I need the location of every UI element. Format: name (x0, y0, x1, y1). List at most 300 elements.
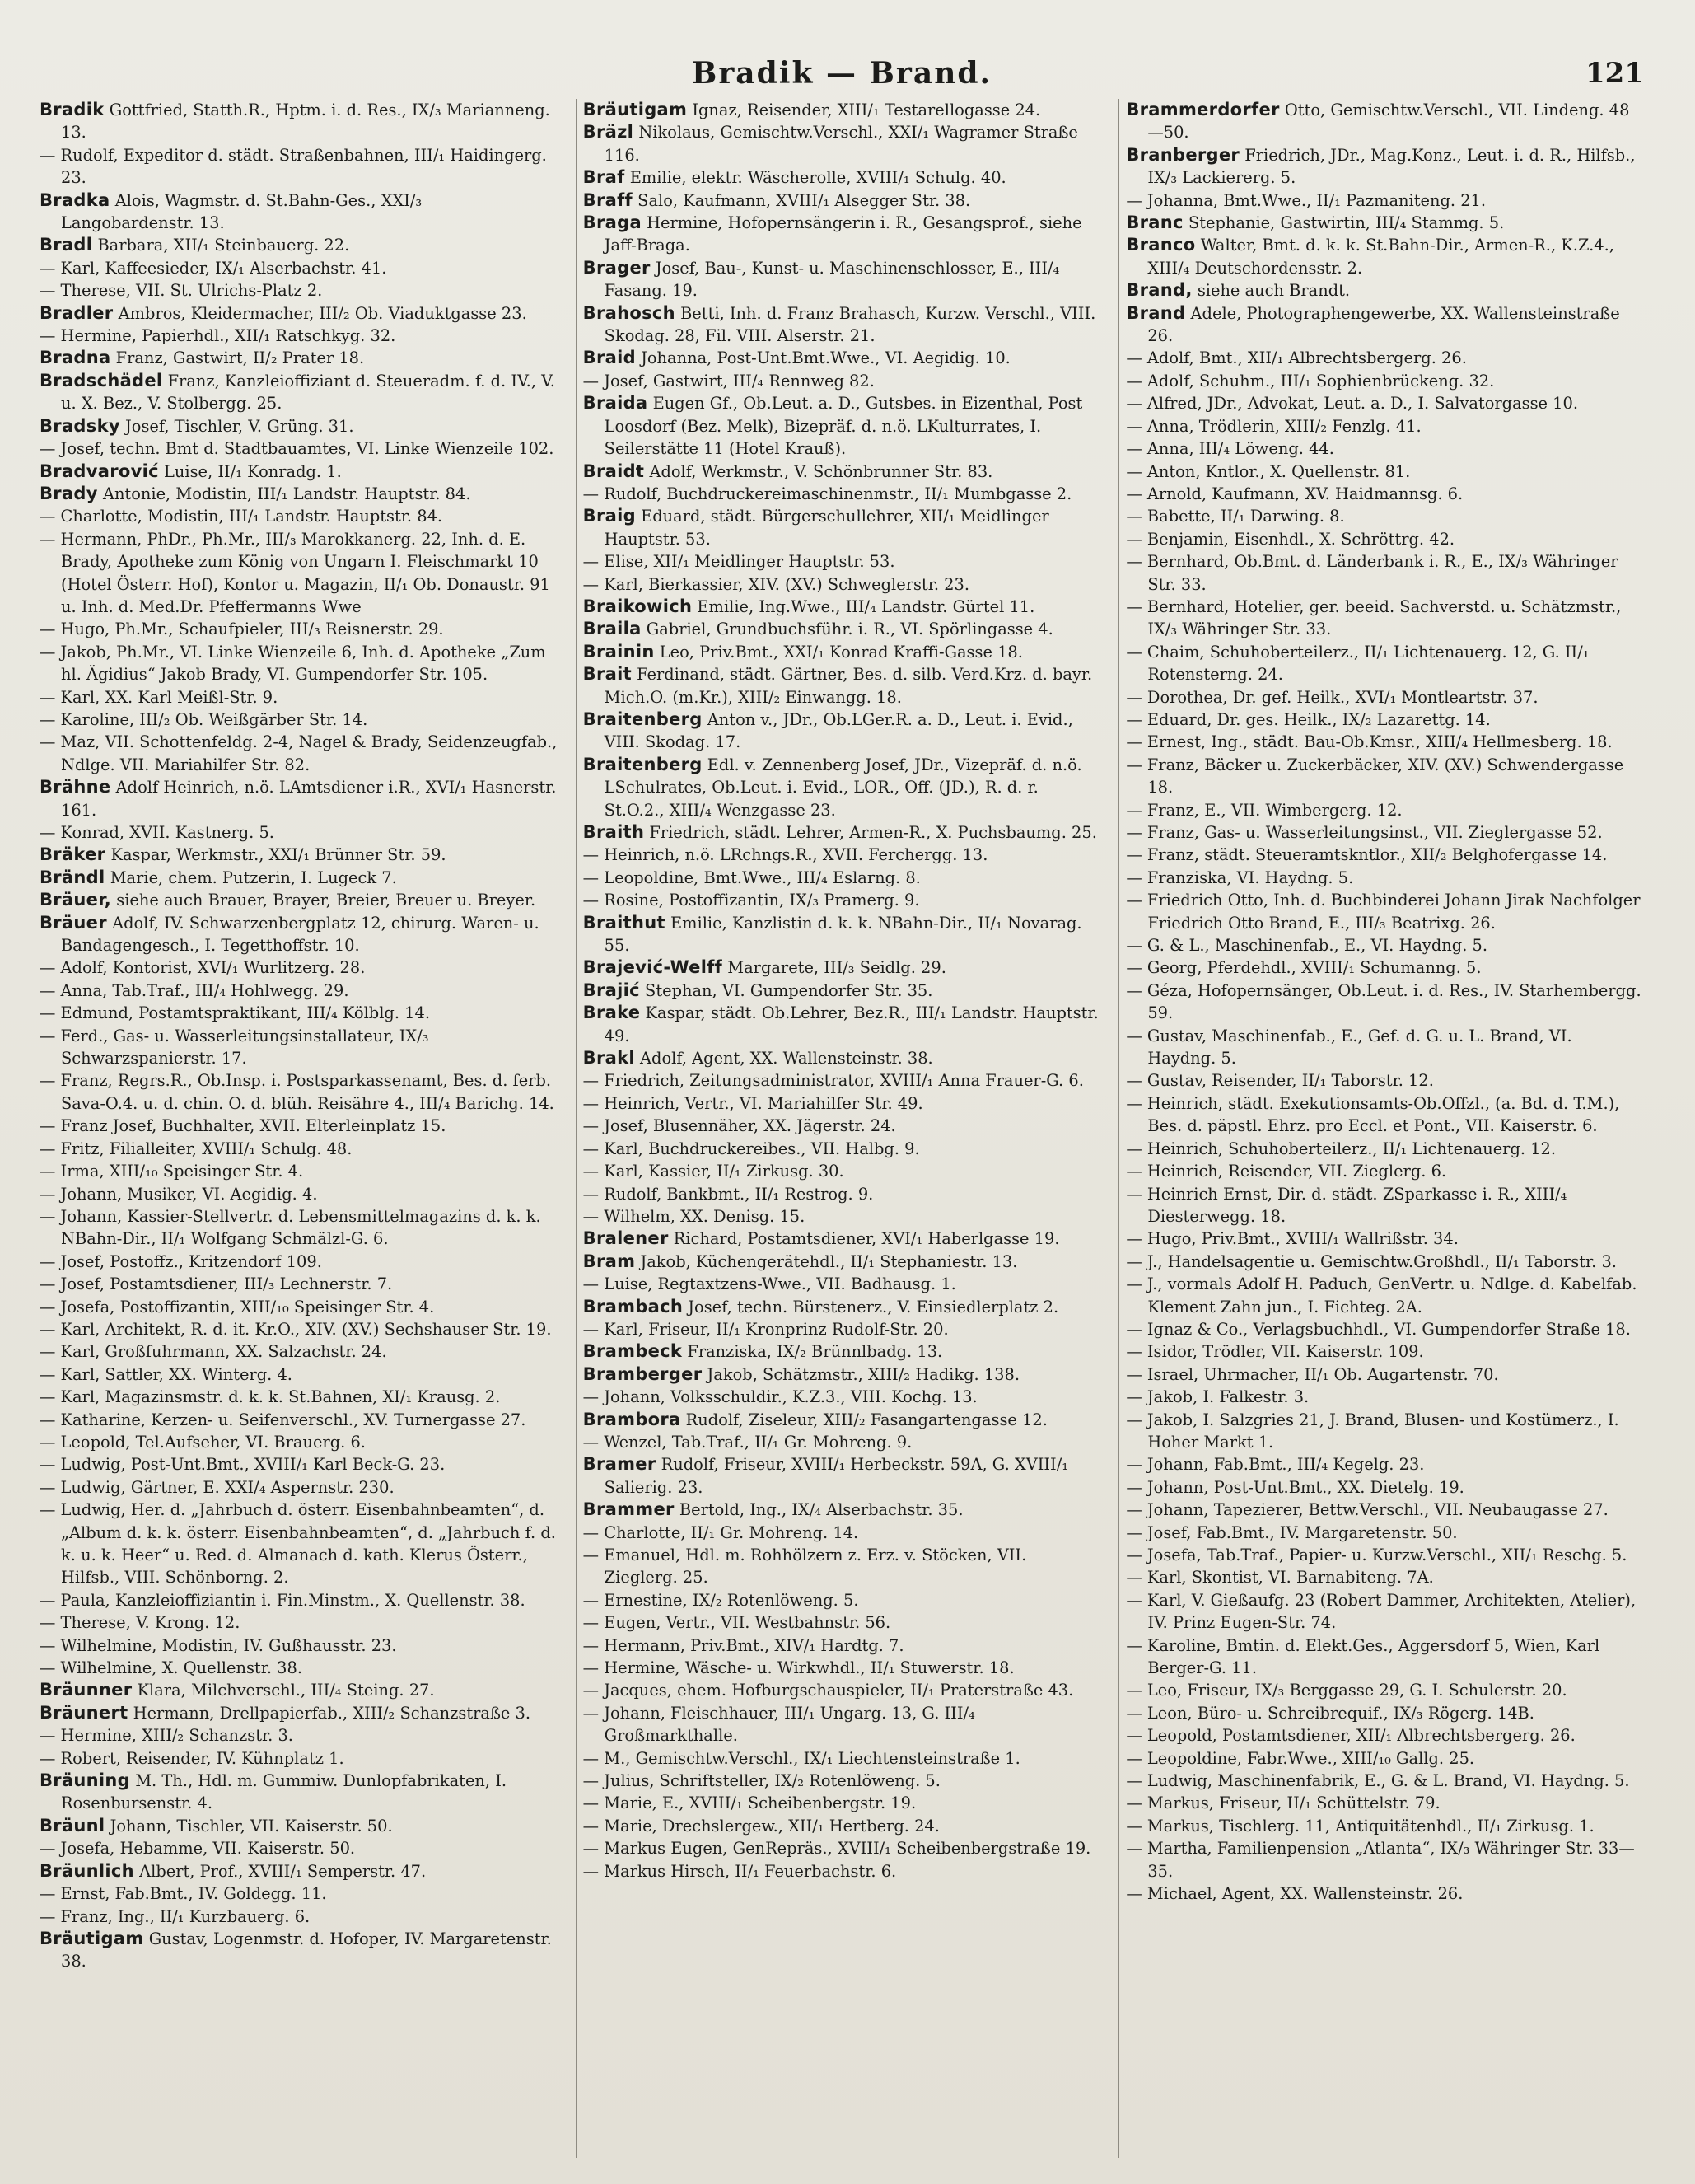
entry-surname: Bradik (40, 100, 105, 119)
directory-entry (40, 1296, 558, 1318)
entry-text: — Franz, E., VII. Wimbergerg. 12. (1126, 800, 1403, 820)
entry-text: — Anna, Trödlerin, XIII/₂ Fenzlg. 41. (1126, 416, 1422, 436)
entry-text: — Jakob, I. Salzgries 21, J. Brand, Blusen- und Kostümerz., I. Hoher Markt 1. (1126, 1410, 1619, 1452)
entry-text: — Konrad, XVII. Kastnerg. 5. (40, 823, 274, 842)
entry-text: — Gustav, Maschinenfab., E., Gef. d. G. u. L. Brand, VI. Haydng. 5. (1126, 1026, 1572, 1069)
entry-text: — Johann, Musiker, VI. Aegidig. 4. (40, 1184, 318, 1204)
entry-text: — Rosine, Postoffizantin, IX/₃ Pramerg. 9. (582, 891, 920, 910)
entry-text: — Eduard, Dr. ges. Heilk., IX/₂ Lazarettg. 14. (1126, 709, 1491, 729)
page-number: 121 (1585, 57, 1644, 90)
entry-surname: Bräutigam (40, 1928, 144, 1948)
entry-text: — Bernhard, Ob.Bmt. d. Länderbank i. R., E., IX/₃ Währinger Str. 33. (1126, 552, 1618, 594)
entry-text: — Franz, städt. Steueramtskntlor., XII/₂ Belghofergasse 14. (1126, 845, 1608, 865)
directory-entry (583, 754, 1101, 821)
page-header (40, 48, 1644, 99)
entry-text: — Jakob, I. Falkestr. 3. (1126, 1387, 1310, 1407)
entry-surname: Brainin (582, 641, 655, 662)
directory-entry (1126, 437, 1644, 460)
entry-text: — Johann, Volksschuldir., K.Z.3., VIII. Kochg. 13. (582, 1387, 978, 1407)
entry-text: — Ludwig, Gärtner, E. XXI/₄ Aspernstr. 230. (40, 1477, 395, 1497)
directory-entry (40, 234, 558, 256)
entry-surname: Bradka (40, 189, 110, 210)
entry-text: — Leon, Büro- u. Schreibrequif., IX/₃ Rögerg. 14B. (1126, 1703, 1534, 1723)
directory-entry (1126, 1747, 1644, 1770)
entry-text: Josef, Tischler, V. Grüng. 31. (125, 416, 354, 436)
directory-entry (1126, 1837, 1644, 1882)
entry-text: Bertold, Ing., IX/₄ Alserbachstr. 35. (679, 1500, 964, 1520)
entry-text: — Robert, Reisender, IV. Kühnplatz 1. (40, 1748, 344, 1768)
entry-text: — G. & L., Maschinenfab., E., VI. Haydng. 5. (1126, 936, 1488, 956)
entry-text: Kaspar, städt. Ob.Lehrer, Bez.R., III/₁ Landstr. Hauptstr. 49. (604, 1003, 1099, 1045)
entry-text: Emilie, Ing.Wwe., III/₄ Landstr. Gürtel 11. (697, 596, 1035, 616)
entry-surname: Bräzl (582, 122, 634, 143)
directory-entry (40, 415, 558, 437)
entry-text: — Josefa, Hebamme, VII. Kaiserstr. 50. (40, 1839, 356, 1859)
directory-entry (583, 618, 1101, 640)
entry-text: — Georg, Pferdehdl., XVIII/₁ Schumanng. 5. (1126, 958, 1482, 978)
entry-text: — Karl, Kaffeesieder, IX/₁ Alserbachstr. 41. (40, 258, 387, 278)
entry-text: — Heinrich, Vertr., VI. Mariahilfer Str. 49. (582, 1093, 923, 1113)
directory-entry (1126, 189, 1644, 212)
entry-text: — Leopold, Postamtsdiener, XII/₁ Albrechtsbergerg. 26. (1126, 1726, 1576, 1746)
directory-entry (583, 370, 1101, 392)
directory-entry (1126, 528, 1644, 550)
directory-entry (1126, 1251, 1644, 1273)
directory-entry (583, 1634, 1101, 1657)
directory-entry (583, 1544, 1101, 1589)
directory-entry (583, 1770, 1101, 1792)
entry-text: — Karl, Friseur, II/₁ Kronprinz Rudolf-Str. 20. (582, 1319, 949, 1339)
entry-text: — Johann, Tapezierer, Bettw.Verschl., VII. Neubaugasse 27. (1126, 1500, 1609, 1520)
directory-entry (40, 1770, 558, 1815)
directory-entry (40, 1453, 558, 1475)
entry-text: — Heinrich, Reisender, VII. Zieglerg. 6. (1126, 1162, 1447, 1181)
directory-entry (583, 912, 1101, 957)
entry-text: Gottfried, Statth.R., Hptm. i. d. Res., IX/₃ Marianneng. 13. (61, 101, 550, 143)
directory-entry (40, 1273, 558, 1295)
entry-surname: Bramberger (582, 1363, 703, 1384)
directory-entry (40, 1318, 558, 1340)
entry-text: — Dorothea, Dr. gef. Heilk., XVI/₁ Montleartstr. 37. (1126, 687, 1539, 707)
directory-entry (583, 889, 1101, 911)
entry-surname: Braf (582, 167, 625, 188)
entry-surname: Brajević-Welff (582, 957, 723, 978)
directory-entry (40, 1906, 558, 1928)
directory-entry (40, 731, 558, 776)
directory-entry (583, 1815, 1101, 1837)
directory-entry (583, 461, 1101, 483)
directory-entry (583, 1183, 1101, 1205)
directory-entry (1126, 1160, 1644, 1182)
directory-entry (583, 1251, 1101, 1273)
directory-entry (1126, 1792, 1644, 1814)
directory-entry (583, 347, 1101, 369)
directory-entry (1126, 821, 1644, 844)
entry-text: Antonie, Modistin, III/₁ Landstr. Hauptstr. 84. (102, 484, 471, 503)
entry-text: — Wilhelmine, X. Quellenstr. 38. (40, 1658, 302, 1678)
directory-entry (583, 596, 1101, 618)
directory-entry (40, 1882, 558, 1905)
directory-entry (1126, 550, 1644, 596)
entry-text: — Wilhelm, XX. Denisg. 15. (582, 1206, 805, 1226)
directory-entry (1126, 1634, 1644, 1680)
entry-text: Gustav, Logenmstr. d. Hofoper, IV. Margaretenstr. 38. (61, 1929, 552, 1971)
directory-entry (40, 437, 558, 460)
entry-text: — Leopold, Tel.Aufseher, VI. Brauerg. 6. (40, 1432, 366, 1452)
entry-surname: Brahosch (582, 302, 675, 323)
entry-surname: Branco (1126, 235, 1196, 255)
entry-text: — Franz, Ing., II/₁ Kurzbauerg. 6. (40, 1906, 311, 1926)
directory-entry (583, 1386, 1101, 1408)
directory-entry (40, 1115, 558, 1137)
directory-entry (1126, 1476, 1644, 1499)
entry-surname: Brambach (582, 1296, 684, 1316)
directory-entry (40, 1205, 558, 1251)
directory-entry (40, 844, 558, 866)
entry-text: — Josef, Gastwirt, III/₄ Rennweg 82. (582, 371, 875, 391)
directory-entry (583, 483, 1101, 505)
entry-text: Friedrich, JDr., Mag.Konz., Leut. i. d. R., Hilfsb., IX/₃ Lackiererg. 5. (1147, 145, 1636, 188)
entry-text: — Géza, Hofopernsänger, Ob.Leut. i. d. Res., IV. Starhembergg. 59. (1126, 980, 1641, 1023)
directory-entry (583, 867, 1101, 889)
entry-text: — Johann, Kassier-Stellvertr. d. Lebensmittelmagazins d. k. k. NBahn-Dir., II/₁ Wolfgang Schmälzl-G. 6. (40, 1206, 541, 1249)
entry-surname: Braikowich (582, 596, 693, 616)
entry-text: — Katharine, Kerzen- u. Seifenverschl., XV. Turnergasse 27. (40, 1410, 526, 1429)
entry-text: — Johann, Fleischhauer, III/₁ Ungarg. 13, G. III/₄ Großmarkthalle. (582, 1703, 975, 1746)
entry-text: — Karl, Magazinsmstr. d. k. k. St.Bahnen, XI/₁ Krausg. 2. (40, 1387, 501, 1407)
entry-text: Salo, Kaufmann, XVIII/₁ Alsegger Str. 38. (637, 190, 971, 210)
directory-entry (583, 1047, 1101, 1069)
entry-surname: Brake (582, 1003, 641, 1023)
entry-text: — Johann, Fab.Bmt., III/₄ Kegelg. 23. (1126, 1455, 1425, 1475)
directory-entry (40, 1837, 558, 1859)
directory-entry (1126, 1228, 1644, 1250)
directory-entry (1126, 1770, 1644, 1792)
entry-text: — Irma, XIII/₁₀ Speisinger Str. 4. (40, 1162, 304, 1181)
directory-entry (40, 618, 558, 640)
directory-entry (40, 686, 558, 709)
entry-text: — Anna, Tab.Traf., III/₄ Hohlwegg. 29. (40, 980, 349, 1000)
directory-entry (1126, 709, 1644, 731)
directory-entry (1126, 505, 1644, 527)
directory-entry (1126, 1025, 1644, 1070)
entry-surname: Brady (40, 483, 98, 503)
entry-text: — Josefa, Postoffizantin, XIII/₁₀ Speisinger Str. 4. (40, 1297, 435, 1316)
entry-text: — Leopoldine, Fabr.Wwe., XIII/₁₀ Gallg. 25. (1126, 1748, 1475, 1768)
entry-text: Hermine, Hofopernsängerin i. R., Gesangsprof., siehe Jaff-Braga. (604, 213, 1082, 255)
entry-surname: Brand (1126, 302, 1186, 323)
entry-text: Ignaz, Reisender, XIII/₁ Testarellogasse 24. (692, 101, 1041, 119)
entry-text: — Josef, Postamtsdiener, III/₃ Lechnerstr. 7. (40, 1274, 393, 1294)
entry-text: Stephanie, Gastwirtin, III/₄ Stammg. 5. (1188, 213, 1505, 233)
entry-text: — Hermine, XIII/₂ Schanzstr. 3. (40, 1726, 293, 1746)
entry-text: Luise, II/₁ Konradg. 1. (164, 461, 342, 481)
entry-text: Ferdinand, städt. Gärtner, Bes. d. silb. Verd.Krz. d. bayr. Mich.O. (m.Kr.), XIII/₂ Einwangg. 18. (604, 665, 1093, 707)
entry-text: — Franz, Bäcker u. Zuckerbäcker, XIV. (XV.) Schwendergasse 18. (1126, 755, 1624, 797)
entry-text: Johanna, Post-Unt.Bmt.Wwe., VI. Aegidig. 10. (641, 348, 1011, 368)
directory-entry (583, 709, 1101, 754)
entry-text: — Heinrich, städt. Exekutionsamts-Ob.Offzl., (a. Bd. d. T.M.), Bes. d. päpstl. Ehrz. pro Eccl. et Pont., VII. Kaiserstr. 6. (1126, 1093, 1620, 1136)
directory-entry (1126, 144, 1644, 189)
directory-entry (1126, 1499, 1644, 1521)
entry-text: — Markus, Friseur, II/₁ Schüttelstr. 79. (1126, 1793, 1441, 1813)
directory-entry (583, 392, 1101, 460)
entry-text: — Friedrich, Zeitungsadministrator, XVIII/₁ Anna Frauer-G. 6. (582, 1071, 1084, 1091)
entry-text: Klara, Milchverschl., III/₄ Steing. 27. (137, 1681, 435, 1700)
entry-text: — Hermine, Papierhdl., XII/₁ Ratschkyg. 32. (40, 326, 396, 346)
entry-text: Hermann, Drellpapierfab., XIII/₂ Schanzstraße 3. (133, 1703, 531, 1723)
entry-text: — Heinrich, n.ö. LRchngs.R., XVII. Ferchergg. 13. (582, 845, 988, 865)
directory-entry (1126, 1092, 1644, 1138)
entry-text: — Fritz, Filialleiter, XVIII/₁ Schulg. 48. (40, 1139, 353, 1158)
directory-entry (1126, 1522, 1644, 1544)
directory-entry (1126, 731, 1644, 753)
directory-entry (40, 821, 558, 844)
entry-surname: Braid (582, 348, 636, 368)
entry-text: Rudolf, Friseur, XVIII/₁ Herbeckstr. 59A, G. XVIII/₁ Salierig. 23. (604, 1455, 1069, 1497)
entry-text: Adele, Photographengewerbe, XX. Wallensteinstraße 26. (1147, 303, 1620, 346)
directory-entry (583, 257, 1101, 302)
entry-text: — Karoline, III/₂ Ob. Weißgärber Str. 14. (40, 709, 368, 729)
directory-entry (40, 889, 558, 911)
entry-text: — Maz, VII. Schottenfeldg. 2-4, Nagel & Brady, Seidenzeugfab., Ndlge. VII. Mariahilfer Str. 82. (40, 732, 558, 774)
entry-surname: Bradschädel (40, 370, 163, 391)
directory-entry (583, 956, 1101, 979)
entry-text: Richard, Postamtsdiener, XVI/₁ Haberlgasse 19. (673, 1229, 1060, 1249)
entry-text: Franz, Kanzleioffiziant d. Steueradm. f. d. IV., V. u. X. Bez., V. Stolbergg. 25. (61, 371, 555, 414)
entry-text: — Heinrich Ernst, Dir. d. städt. ZSparkasse i. R., XIII/₄ Diesterwegg. 18. (1126, 1184, 1567, 1226)
entry-surname: Brajić (582, 980, 640, 1000)
directory-entry (40, 1611, 558, 1634)
directory-entry (40, 1476, 558, 1499)
entry-text: — Franz Josef, Buchhalter, XVII. Elterleinplatz 15. (40, 1116, 446, 1136)
directory-entry (583, 1318, 1101, 1340)
directory-entry (1126, 302, 1644, 348)
entry-text: — Julius, Schriftsteller, IX/₂ Rotenlöweng. 5. (582, 1771, 941, 1791)
entry-text: — Therese, VII. St. Ulrichs-Platz 2. (40, 281, 323, 301)
entry-text: — Heinrich, Schuhoberteilerz., II/₁ Lichtenauerg. 12. (1126, 1139, 1557, 1158)
entry-surname: Bramer (582, 1454, 656, 1475)
directory-entry (583, 1273, 1101, 1295)
entry-text: Ambros, Kleidermacher, III/₂ Ob. Viaduktgasse 23. (118, 303, 527, 323)
entry-text: siehe auch Brauer, Brayer, Breier, Breuer u. Breyer. (116, 891, 536, 910)
entry-text: — Isidor, Trödler, VII. Kaiserstr. 109. (1126, 1342, 1424, 1362)
entry-text: Eugen Gf., Ob.Leut. a. D., Gutsbes. in Eizenthal, Post Loosdorf (Bez. Melk), Bizepräf. d. n.ö. LKulturrates, I. Seilerstätte 11 (Hotel Krauß). (604, 394, 1083, 459)
entry-surname: Brager (582, 257, 651, 278)
directory-entry (40, 99, 558, 144)
directory-entry (1126, 867, 1644, 889)
entry-text: — Karl, Skontist, VI. Barnabiteng. 7A. (1126, 1568, 1434, 1588)
entry-text: — Edmund, Postamtspraktikant, III/₄ Kölblg. 14. (40, 1003, 430, 1023)
directory-entry (40, 1138, 558, 1160)
entry-surname: Brähne (40, 777, 111, 797)
directory-entry (583, 573, 1101, 596)
directory-entry (583, 1589, 1101, 1611)
entry-text: Josef, techn. Bürstenerz., V. Einsiedlerplatz 2. (688, 1297, 1059, 1316)
entry-text: — Adolf, Kontorist, XVI/₁ Wurlitzerg. 28. (40, 958, 366, 978)
directory-entry (40, 347, 558, 369)
entry-text: — Josef, techn. Bmt d. Stadtbauamtes, VI. Linke Wienzeile 102. (40, 439, 554, 459)
directory-entry (583, 1002, 1101, 1047)
directory-entry (1126, 1679, 1644, 1701)
directory-entry (583, 663, 1101, 709)
entry-text: — Babette, II/₁ Darwing. 8. (1126, 507, 1345, 526)
directory-entry (1126, 1724, 1644, 1747)
entry-text: — J., Handelsagentie u. Gemischtw.Großhdl., II/₁ Taborstr. 3. (1126, 1251, 1617, 1271)
directory-entry (1126, 1453, 1644, 1475)
entry-text: Edl. v. Zennenberg Josef, JDr., Vizepräf. d. n.ö. LSchulrates, Ob.Leut. i. Evid., LOR., Off. (JD.), R. d. r. St.O.2., XIII/₄ Wenzgasse 23. (604, 755, 1082, 820)
directory-entry (583, 1340, 1101, 1363)
column-3 (1118, 99, 1644, 2158)
directory-entry (583, 550, 1101, 573)
directory-entry (40, 528, 558, 619)
entry-text: Johann, Tischler, VII. Kaiserstr. 50. (110, 1816, 393, 1836)
entry-text: — Chaim, Schuhoberteilerz., II/₁ Lichtenauerg. 12, G. II/₁ Rotensterng. 24. (1126, 642, 1590, 685)
entry-surname: Bralener (582, 1228, 669, 1249)
entry-text: — Franz, Gas- u. Wasserleitungsinst., VII. Zieglergasse 52. (1126, 823, 1603, 842)
directory-entry (40, 257, 558, 279)
entry-text: Alois, Wagmstr. d. St.Bahn-Ges., XXI/₃ Langobardenstr. 13. (61, 190, 423, 233)
entry-text: siehe auch Brandt. (1197, 281, 1351, 301)
entry-text: — Adolf, Schuhm., III/₁ Sophienbrückeng. 32. (1126, 371, 1495, 391)
directory-entry (583, 1069, 1101, 1092)
directory-entry (40, 1025, 558, 1070)
entry-text: — Markus Eugen, GenRepräs., XVIII/₁ Scheibenbergstraße 19. (582, 1839, 1091, 1859)
entry-text: — Rudolf, Buchdruckereimaschinenmstr., II/₁ Mumbgasse 2. (582, 484, 1072, 503)
entry-surname: Brammerdorfer (1126, 100, 1280, 119)
directory-entry (583, 1409, 1101, 1431)
entry-surname: Bräuer (40, 912, 107, 933)
directory-entry (40, 776, 558, 821)
directory-entry (583, 641, 1101, 663)
directory-entry (583, 1792, 1101, 1814)
directory-entry (583, 1611, 1101, 1634)
entry-surname: Bräunner (40, 1680, 133, 1700)
directory-entry (40, 1860, 558, 1882)
directory-entry (40, 370, 558, 415)
entry-text: Adolf Heinrich, n.ö. LAmtsdiener i.R., XVI/₁ Hasnerstr. 161. (61, 778, 557, 820)
entry-text: — Charlotte, II/₁ Gr. Mohreng. 14. (582, 1522, 859, 1542)
entry-text: — Therese, V. Krong. 12. (40, 1613, 240, 1633)
entry-text: Leo, Priv.Bmt., XXI/₁ Konrad Kraffi-Gasse 18. (659, 642, 1023, 662)
directory-columns (40, 99, 1644, 2158)
entry-text: — Bernhard, Hotelier, ger. beeid. Sachverstd. u. Schätzmstr., IX/₃ Währinger Str. 33. (1126, 596, 1622, 639)
entry-text: — Israel, Uhrmacher, II/₁ Ob. Augartenstr. 70. (1126, 1364, 1499, 1384)
entry-text: — Karl, Großfuhrmann, XX. Salzachstr. 24. (40, 1342, 387, 1362)
directory-entry (40, 144, 558, 189)
entry-text: — Franz, Regrs.R., Ob.Insp. i. Postsparkassenamt, Bes. d. ferb. Sava-O.4. u. d. chin. O. d. blüh. Reisähre 4., III/₄ Barichg. 14. (40, 1071, 554, 1113)
directory-entry (1126, 461, 1644, 483)
directory-entry (40, 867, 558, 889)
directory-entry (40, 641, 558, 686)
entry-surname: Brait (582, 664, 632, 685)
column-2 (576, 99, 1101, 2158)
entry-surname: Braff (582, 189, 633, 210)
directory-entry (1126, 1273, 1644, 1318)
directory-entry (40, 1499, 558, 1589)
directory-entry (40, 1679, 558, 1701)
directory-entry (583, 1228, 1101, 1250)
entry-text: — Elise, XII/₁ Meidlinger Hauptstr. 53. (582, 552, 895, 572)
entry-text: Friedrich, städt. Lehrer, Armen-R., X. Puchsbaumg. 25. (649, 823, 1097, 842)
entry-surname: Brand, (1126, 280, 1193, 301)
entry-surname: Braitenberg (582, 754, 703, 774)
entry-text: — Ignaz & Co., Verlagsbuchhdl., VI. Gumpendorfer Straße 18. (1126, 1319, 1631, 1339)
directory-entry (583, 1702, 1101, 1747)
directory-entry (583, 1296, 1101, 1318)
entry-text: — Arnold, Kaufmann, XV. Haidmannsg. 6. (1126, 484, 1464, 503)
directory-entry (40, 1340, 558, 1363)
entry-surname: Braila (582, 619, 642, 639)
entry-surname: Brambeck (582, 1341, 683, 1362)
entry-surname: Branberger (1126, 144, 1240, 165)
entry-text: Eduard, städt. Bürgerschullehrer, XII/₁ Meidlinger Hauptstr. 53. (604, 507, 1049, 549)
entry-surname: Bradsky (40, 415, 120, 436)
entry-surname: Bräker (40, 844, 106, 865)
entry-surname: Brändl (40, 867, 105, 887)
directory-entry (1126, 934, 1644, 956)
directory-entry (40, 1409, 558, 1431)
entry-surname: Branc (1126, 213, 1184, 233)
entry-text: Otto, Gemischtw.Verschl., VII. Lindeng. 48—50. (1147, 101, 1630, 143)
directory-entry (1126, 392, 1644, 414)
directory-entry (40, 912, 558, 957)
directory-entry (583, 121, 1101, 166)
directory-entry (1126, 844, 1644, 866)
directory-entry (1126, 1409, 1644, 1454)
entry-text: — Karl, Buchdruckereibes., VII. Halbg. 9. (582, 1139, 920, 1158)
entry-text: — M., Gemischtw.Verschl., IX/₁ Liechtensteinstraße 1. (582, 1748, 1020, 1768)
entry-text: — Karoline, Bmtin. d. Elekt.Ges., Aggersdorf 5, Wien, Karl Berger-G. 11. (1126, 1635, 1600, 1678)
entry-text: — Marie, Drechslergew., XII/₁ Hertberg. 24. (582, 1816, 940, 1836)
directory-entry (40, 189, 558, 235)
directory-entry (583, 1160, 1101, 1182)
entry-text: — Martha, Familienpension „Atlanta“, IX/₃ Währinger Str. 33—35. (1126, 1839, 1635, 1881)
entry-surname: Bräuer, (40, 890, 112, 910)
directory-entry (1126, 1183, 1644, 1228)
entry-text: — Emanuel, Hdl. m. Rohhölzern z. Erz. v. Stöcken, VII. Zieglerg. 25. (582, 1546, 1027, 1588)
entry-surname: Brammer (582, 1499, 675, 1520)
entry-text: — Josef, Blusennäher, XX. Jägerstr. 24. (582, 1116, 896, 1136)
column-1 (40, 99, 558, 2158)
directory-entry (1126, 1702, 1644, 1724)
directory-entry (40, 1815, 558, 1837)
entry-text: Walter, Bmt. d. k. k. St.Bahn-Dir., Armen-R., K.Z.4., XIII/₄ Deutschordensstr. 2. (1147, 236, 1614, 278)
directory-entry (583, 1453, 1101, 1499)
directory-entry (583, 1431, 1101, 1453)
entry-text: — Wenzel, Tab.Traf., II/₁ Gr. Mohreng. 9. (582, 1432, 913, 1452)
entry-text: — Karl, Architekt, R. d. it. Kr.O., XIV. (XV.) Sechshauser Str. 19. (40, 1319, 552, 1339)
entry-text: Jakob, Küchengerätehdl., II/₁ Stephaniestr. 13. (640, 1251, 1018, 1271)
entry-surname: Bräunert (40, 1702, 128, 1723)
directory-entry (583, 1679, 1101, 1701)
directory-entry (583, 821, 1101, 844)
entry-text: — J., vormals Adolf H. Paduch, GenVertr. u. Ndlge. d. Kabelfab. Klement Zahn jun., I. Fichteg. 2A. (1126, 1274, 1637, 1316)
entry-surname: Braitenberg (582, 709, 703, 729)
entry-text: — Johanna, Bmt.Wwe., II/₁ Pazmaniteng. 21. (1126, 190, 1487, 210)
entry-text: Rudolf, Ziseleur, XIII/₂ Fasangartengasse 12. (685, 1410, 1048, 1429)
entry-text: — Karl, Bierkassier, XIV. (XV.) Schweglerstr. 23. (582, 574, 970, 594)
entry-text: Franz, Gastwirt, II/₂ Prater 18. (115, 348, 365, 368)
entry-text: Josef, Bau-, Kunst- u. Maschinenschlosser, E., III/₄ Fasang. 19. (604, 258, 1060, 301)
directory-entry (1126, 1566, 1644, 1588)
directory-entry (40, 1069, 558, 1115)
entry-surname: Bräutigam (582, 100, 688, 119)
directory-entry (1126, 415, 1644, 437)
directory-entry (40, 1589, 558, 1611)
entry-text: Anton v., JDr., Ob.LGer.R. a. D., Leut. i. Evid., VIII. Skodag. 17. (604, 709, 1073, 752)
entry-text: — Markus, Tischlerg. 11, Antiquitätenhdl., II/₁ Zirkusg. 1. (1126, 1816, 1595, 1836)
